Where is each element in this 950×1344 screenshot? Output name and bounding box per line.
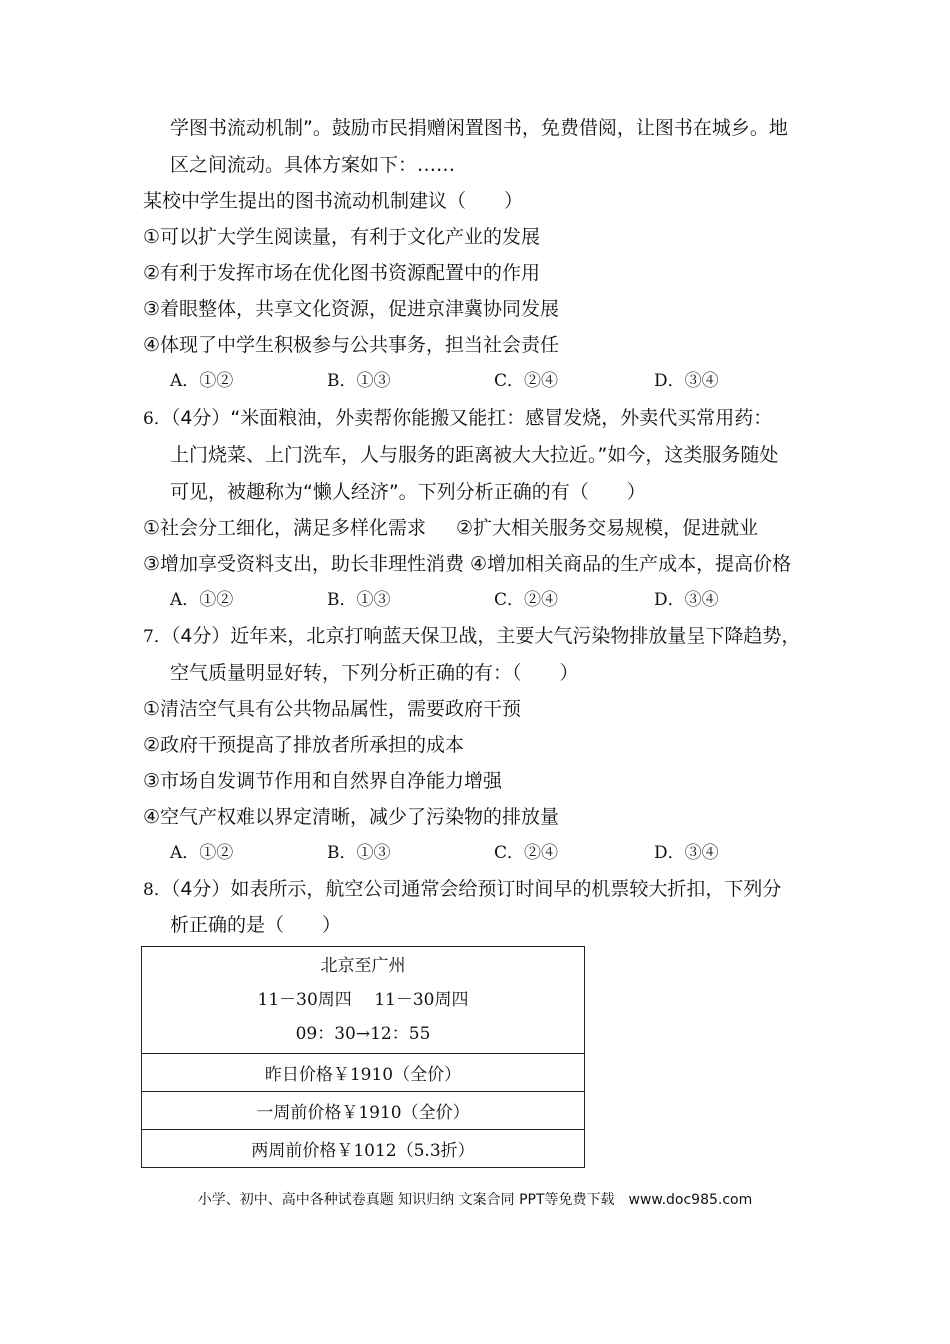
q5-item-4: ④体现了中学生积极参与公共事务，担当社会责任 (143, 334, 560, 356)
q5-option-c[interactable]: C．②④ (494, 371, 559, 391)
q8-line-1 (143, 877, 781, 902)
q6-item-1: ①社会分工细化，满足多样化需求 (143, 517, 427, 539)
q8-text: 如表所示，航空公司通常会给预订时间早的机票较大折扣，下列分 (230, 878, 782, 900)
q6-line-2: 上门烧菜、上门洗车，人与服务的距离被大大拉近。”如今，这类服务随处 (170, 444, 779, 466)
q5-option-b[interactable]: B．①③ (327, 371, 391, 391)
q8-score: （4分） (170, 878, 231, 900)
q7-option-a[interactable]: A．①② (170, 843, 234, 863)
q6-item-2: ②扩大相关服务交易规模，促进就业 (456, 517, 759, 539)
q6-item-3: ③增加享受资料支出，助长非理性消费 (143, 553, 465, 575)
q7-item-4: ④空气产权难以界定清晰，减少了污染物的排放量 (143, 806, 560, 828)
fare-date: 11－30周四 11－30周四 (257, 990, 469, 1010)
q7-text: 近年来，北京打响蓝天保卫战，主要大气污染物排放量呈下降趋势， (230, 625, 801, 647)
q6-option-d[interactable]: D．③④ (654, 590, 719, 610)
q6-text: “米面粮油，外卖帮你能搬又能扛：感冒发烧，外卖代买常用药： (230, 407, 773, 429)
q5-option-a[interactable]: A．①② (170, 371, 234, 391)
q5-item-3: ③着眼整体，共享文化资源，促进京津冀协同发展 (143, 298, 560, 320)
q7-option-d[interactable]: D．③④ (654, 843, 719, 863)
q7-item-3: ③市场自发调节作用和自然界自净能力增强 (143, 770, 503, 792)
q5-option-d[interactable]: D．③④ (654, 371, 719, 391)
q6-score: （4分） (170, 407, 231, 429)
q6-line-1 (143, 406, 772, 431)
q8-line-2: 析正确的是（ ） (170, 914, 342, 936)
fare-row-yesterday: 昨日价格￥1910（全价） (142, 1054, 585, 1092)
page-footer: 小学、初中、高中各种试卷真题 知识归纳 文案合同 PPT等免费下载 www.doc985.com (197, 1192, 753, 1208)
intro-line-1: 学图书流动机制”。鼓励市民捐赠闲置图书，免费借阅，让图书在城乡。地 (170, 117, 788, 139)
fare-row-two-weeks: 两周前价格￥1012（5.3折） (142, 1130, 585, 1168)
q7-number: 7． (143, 627, 171, 647)
fare-table (141, 946, 585, 1168)
q6-number: 6． (143, 409, 171, 429)
q7-line-2: 空气质量明显好转，下列分析正确的有：（ ） (170, 662, 579, 684)
q6-option-a[interactable]: A．①② (170, 590, 234, 610)
fare-route: 北京至广州 (320, 956, 406, 976)
q7-score: （4分） (170, 625, 231, 647)
q5-item-1: ①可以扩大学生阅读量，有利于文化产业的发展 (143, 226, 541, 248)
q6-option-c[interactable]: C．②④ (494, 590, 559, 610)
fare-row-one-week: 一周前价格￥1910（全价） (142, 1092, 585, 1130)
q6-line-3: 可见，被趣称为“懒人经济”。下列分析正确的有（ ） (170, 481, 646, 503)
fare-time: 09：30→12：55 (295, 1024, 431, 1044)
q5-stem: 某校中学生提出的图书流动机制建议（ ） (143, 190, 524, 212)
q7-line-1 (143, 624, 800, 649)
q6-items-row-1 (143, 516, 758, 540)
fare-table-header (142, 947, 585, 1054)
q6-item-4: ④增加相关商品的生产成本，提高价格 (470, 553, 792, 575)
q7-option-c[interactable]: C．②④ (494, 843, 559, 863)
q6-option-b[interactable]: B．①③ (327, 590, 391, 610)
intro-line-2: 区之间流动。具体方案如下：…… (170, 154, 456, 176)
q8-number: 8． (143, 880, 171, 900)
q7-item-1: ①清洁空气具有公共物品属性，需要政府干预 (143, 698, 522, 720)
q5-item-2: ②有利于发挥市场在优化图书资源配置中的作用 (143, 262, 541, 284)
q7-option-b[interactable]: B．①③ (327, 843, 391, 863)
q6-items-row-2 (143, 552, 791, 576)
q7-item-2: ②政府干预提高了排放者所承担的成本 (143, 734, 465, 756)
